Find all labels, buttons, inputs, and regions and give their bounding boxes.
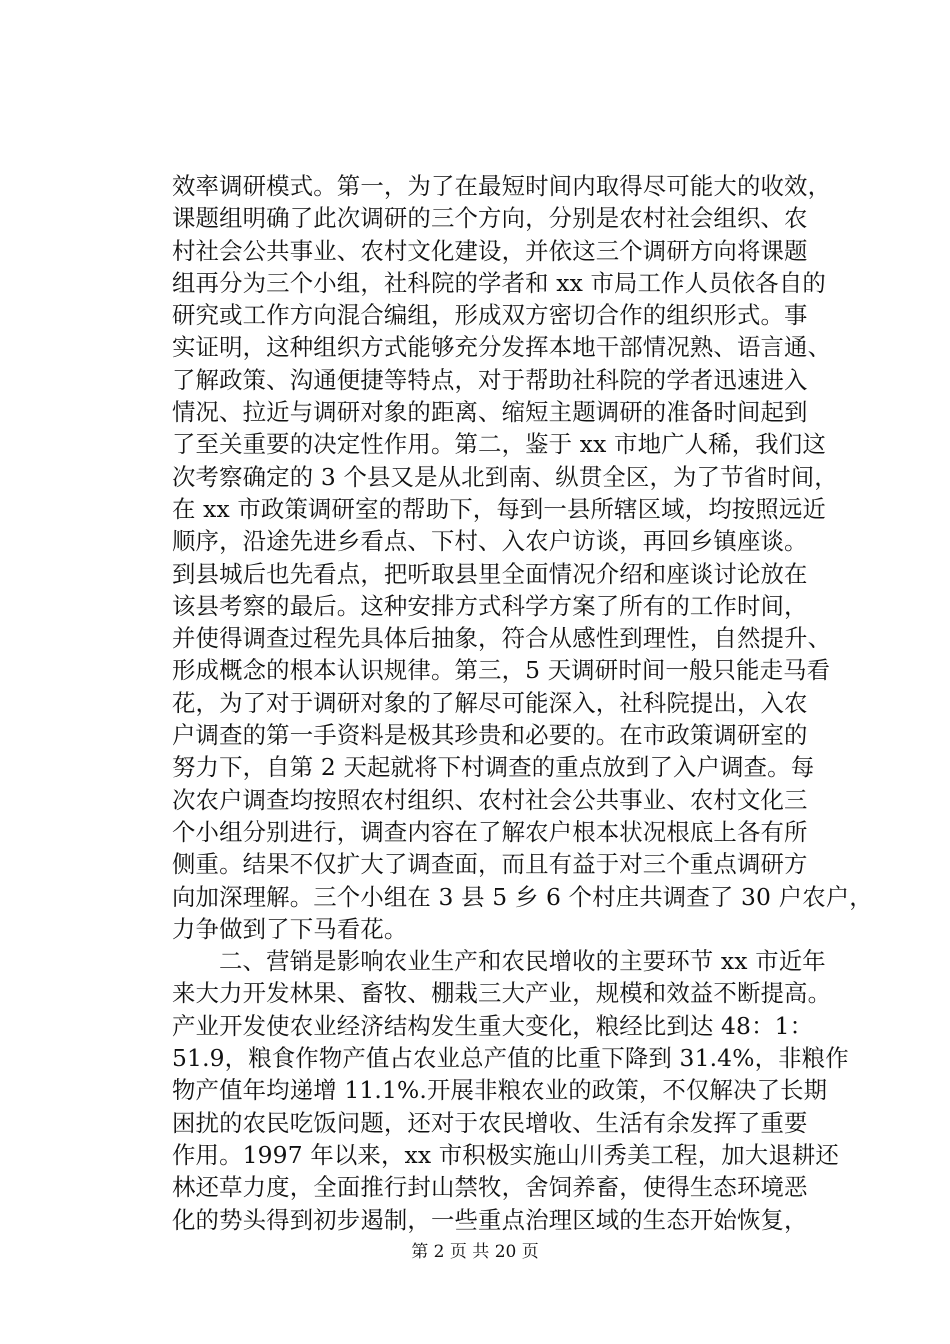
text-line: 户调查的第一手资料是极其珍贵和必要的。在市政策调研室的 (172, 721, 808, 750)
text-line: 努力下，自第 2 天起就将下村调查的重点放到了入户调查。每 (172, 753, 815, 782)
text-line: 力争做到了下马看花。 (172, 914, 408, 943)
text-line: 物产值年均递增 11.1%.开展非粮农业的政策，不仅解决了长期 (172, 1076, 828, 1105)
text-line: 花，为了对于调研对象的了解尽可能深入，社科院提出，入农 (172, 688, 808, 717)
text-line: 向加深理解。三个小组在 3 县 5 乡 6 个村庄共调查了 30 户农户， (172, 882, 873, 911)
text-line: 次农户调查均按照农村组织、农村社会公共事业、农村文化三 (172, 785, 808, 814)
text-line: 研究或工作方向混合编组，形成双方密切合作的组织形式。事 (172, 301, 808, 330)
text-line: 实证明，这种组织方式能够充分发挥本地干部情况熟、语言通、 (172, 333, 832, 362)
text-line: 形成概念的根本认识规律。第三，5 天调研时间一般只能走马看 (172, 656, 831, 685)
text-line: 林还草力度，全面推行封山禁牧，舍饲养畜，使得生态环境恶 (172, 1173, 808, 1202)
page-number-footer: 第 2 页 共 20 页 (411, 1242, 539, 1262)
text-line: 51.9，粮食作物产值占农业总产值的比重下降到 31.4%，非粮作 (172, 1044, 849, 1073)
text-line: 效率调研模式。第一，为了在最短时间内取得尽可能大的收效， (172, 172, 832, 200)
text-line: 课题组明确了此次调研的三个方向，分别是农村社会组织、农 (172, 204, 808, 233)
text-line: 困扰的农民吃饭问题，还对于农民增收、生活有余发挥了重要 (172, 1108, 808, 1137)
text-line: 个小组分别进行，调查内容在了解农户根本状况根底上各有所 (172, 817, 808, 846)
text-line: 村社会公共事业、农村文化建设，并依这三个调研方向将课题 (172, 236, 808, 265)
paragraph-start-line: 二、营销是影响农业生产和农民增收的主要环节 xx 市近年 (219, 947, 826, 976)
text-line: 了解政策、沟通便捷等特点，对于帮助社科院的学者迅速进入 (172, 365, 808, 394)
text-line: 了至关重要的决定性作用。第二，鉴于 xx 市地广人稀，我们这 (172, 430, 826, 459)
text-line: 来大力开发林果、畜牧、棚栽三大产业，规模和效益不断提高。 (172, 979, 832, 1008)
text-line: 顺序，沿途先进乡看点、下村、入农户访谈，再回乡镇座谈。 (172, 527, 808, 556)
text-line: 并使得调查过程先具体后抽象，符合从感性到理性，自然提升、 (172, 624, 832, 653)
text-line: 情况、拉近与调研对象的距离、缩短主题调研的准备时间起到 (172, 398, 808, 427)
text-line: 次考察确定的 3 个县又是从北到南、纵贯全区，为了节省时间， (172, 462, 838, 491)
body-text (172, 170, 873, 1236)
text-line: 侧重。结果不仅扩大了调查面，而且有益于对三个重点调研方 (172, 850, 808, 879)
text-line: 组再分为三个小组，社科院的学者和 xx 市局工作人员依各自的 (172, 268, 826, 297)
text-line: 该县考察的最后。这种安排方式科学方案了所有的工作时间， (172, 591, 808, 620)
text-line: 作用。1997 年以来，xx 市积极实施山川秀美工程，加大退耕还 (172, 1140, 839, 1169)
text-line: 产业开发使农业经济结构发生重大变化，粮经比到达 48：1： (172, 1011, 814, 1040)
text-line: 化的势头得到初步遏制，一些重点治理区域的生态开始恢复， (172, 1205, 808, 1234)
text-line: 到县城后也先看点，把听取县里全面情况介绍和座谈讨论放在 (172, 559, 808, 588)
text-line: 在 xx 市政策调研室的帮助下，每到一县所辖区域，均按照远近 (172, 494, 826, 523)
